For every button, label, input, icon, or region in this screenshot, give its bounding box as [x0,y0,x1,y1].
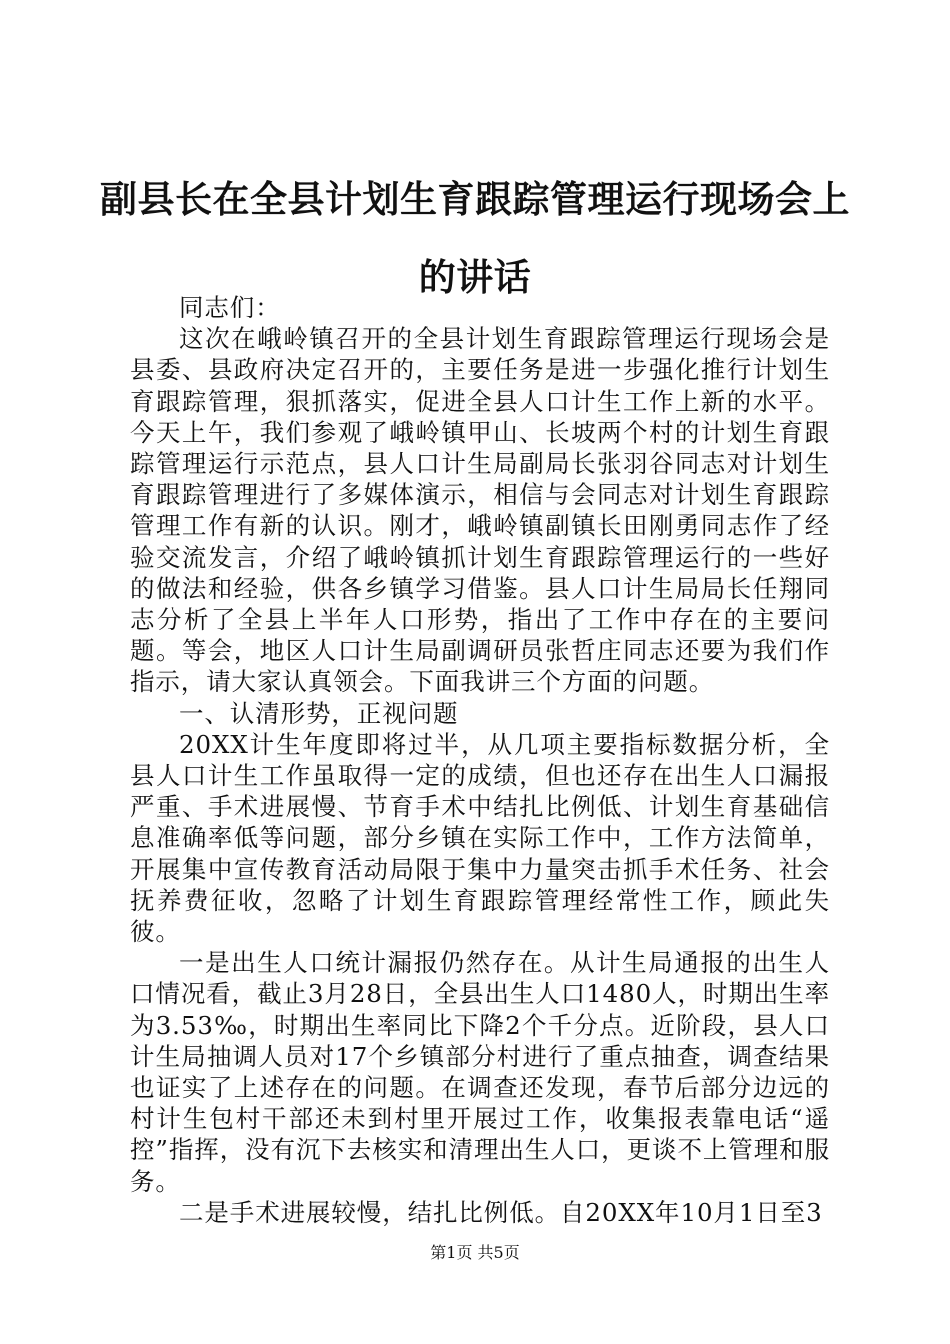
paragraph-intro: 这次在峨岭镇召开的全县计划生育跟踪管理运行现场会是县委、县政府决定召开的，主要任务是进一步强化推行计划生育跟踪管理，狠抓落实，促进全县人口计生工作上新的水平。今天上午，我们参观了峨岭镇甲山、长坡两个村的计划生育跟踪管理运行示范点，县人口计生局副局长张羽谷同志对计划生育跟踪管理进行了多媒体演示，相信与会同志对计划生育跟踪管理工作有新的认识。刚才，峨岭镇副镇长田刚勇同志作了经验交流发言，介绍了峨岭镇抓计划生育跟踪管理运行的一些好的做法和经验，供各乡镇学习借鉴。县人口计生局局长任翔同志分析了全县上半年人口形势，指出了工作中存在的主要问题。等会，地区人口计生局副调研员张哲庄同志还要为我们作指示，请大家认真领会。下面我讲三个方面的问题。 [130,324,830,697]
salutation: 同志们： [179,293,281,322]
paragraph-overview: 20XX计生年度即将过半，从几项主要指标数据分析，全县人口计生工作虽取得一定的成绩，但也还存在出生人口漏报严重、手术进展慢、节育手术中结扎比例低、计划生育基础信息准确率低等问题，部分乡镇在实际工作中，工作方法简单，开展集中宣传教育活动局限于集中力量突击抓手术任务、社会抚养费征收，忽略了计划生育跟踪管理经常性工作，顾此失彼。 [130,729,830,947]
page-footer: 第1页 共5页 [430,1243,520,1262]
paragraph-point-2: 二是手术进展较慢，结扎比例低。自20XX年10月1日至3 [179,1197,823,1227]
document-body [130,292,830,1228]
title-line-1: 副县长在全县计划生育跟踪管理运行现场会上 [100,177,850,221]
section-heading-1: 一、认清形势，正视问题 [179,698,459,728]
title-line-2: 的讲话 [418,255,532,299]
paragraph-point-1: 一是出生人口统计漏报仍然存在。从计生局通报的出生人口情况看，截止3月28日，全县出生人口1480人，时期出生率为3.53‰，时期出生率同比下降2个千分点。近阶段，县人口计生局抽调人员对17个乡镇部分村进行了重点抽查，调查结果也证实了上述存在的问题。在调查还发现，春节后部分边远的村计生包村干部还未到村里开展过工作，收集报表靠电话“遥控”指挥，没有沉下去核实和清理出生人口，更谈不上管理和服务。 [130,948,830,1196]
